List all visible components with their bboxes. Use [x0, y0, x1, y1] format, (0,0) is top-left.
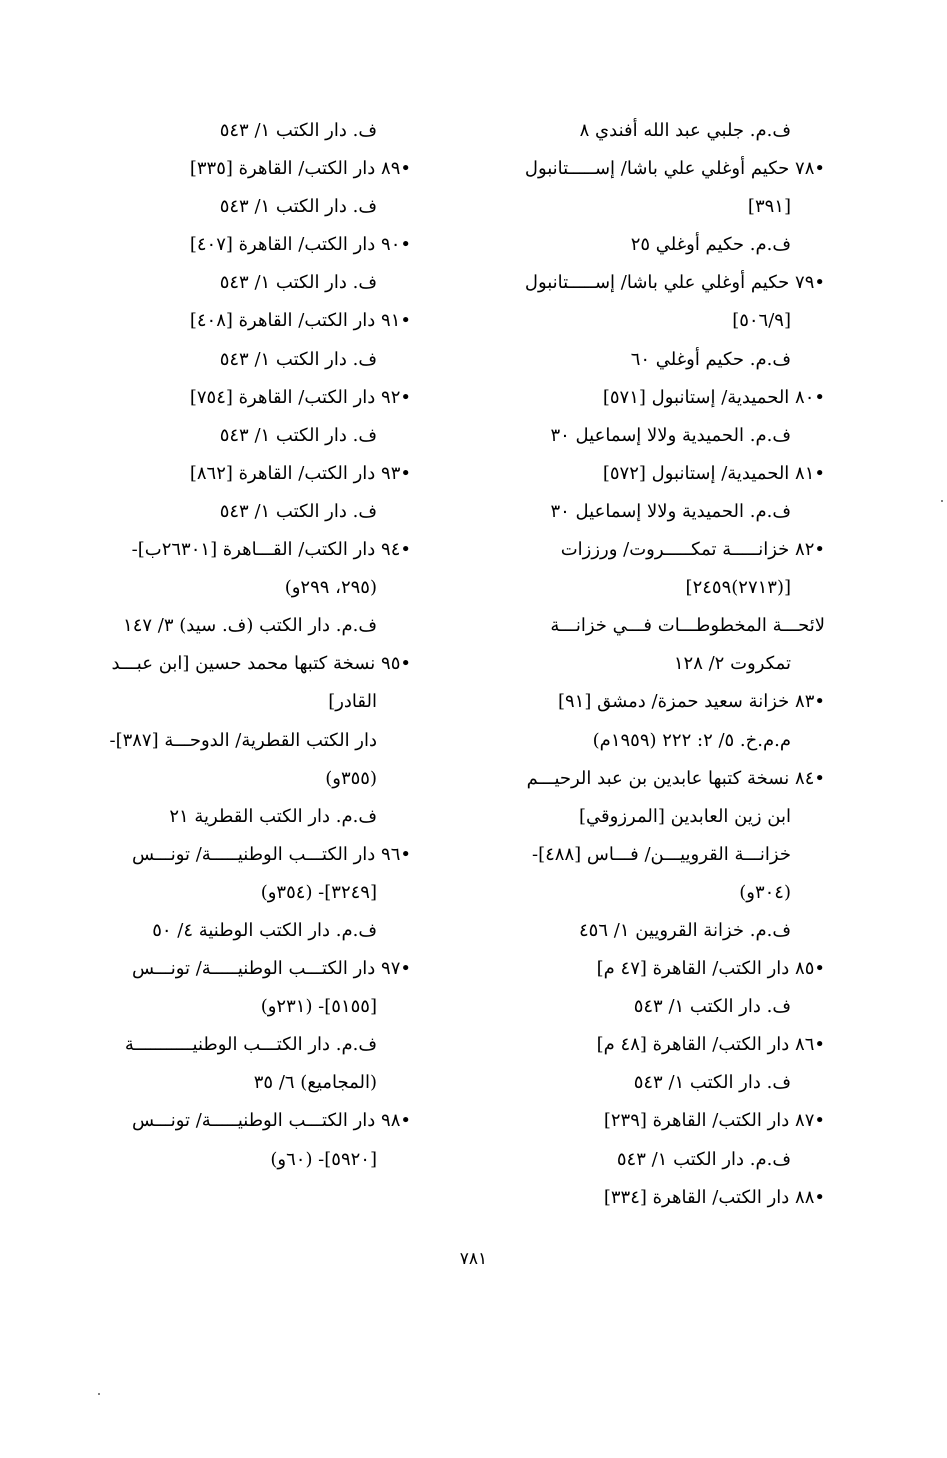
continuation-line: [٣٢٤٩]- (٣٥٤و) [260, 881, 377, 903]
reference-line: ف.م. الحميدية ولالا إسماعيل ٣٠ [550, 424, 791, 446]
reference-line: ف.م. حكيم أوغلي ٢٥ [630, 234, 791, 256]
continuation-line: (٣٠٤و) [739, 881, 791, 903]
continuation-line: [(٢٧١٣)٢٤٥٩] [685, 577, 791, 599]
entry-line: •٨٢ خزانـــــة تمكـــــروت/ ورززات [560, 539, 825, 561]
reference-line: ف.م. خزانة القرويين ١/ ٤٥٦ [579, 919, 791, 941]
entry-line: •٨٠ الحميدية/ إستانبول [٥٧١] [602, 386, 825, 408]
continuation-line: تمكروت ٢/ ١٢٨ [673, 653, 791, 675]
entry-line: •٨٤ نسخة كتبها عابدين بن عبد الرحيـــم [526, 767, 825, 789]
reference-line: ف. دار الكتب ١/ ٥٤٣ [219, 424, 377, 446]
entry-line: •٩٢ دار الكتب/ القاهرة [٧٥٤] [189, 386, 411, 408]
continuation-line: [٣٩١] [747, 196, 791, 218]
continuation-line: (٣٥٥و) [325, 767, 377, 789]
continuation-line: [٥٠٦/٩] [732, 310, 791, 332]
reference-line: ف.م. دار الكتب القطرية ٢١ [169, 805, 377, 827]
continuation-line: [٥١٥٥]- (٢٣١و) [260, 996, 377, 1018]
entry-line: •٩٥ نسخة كتبها محمد حسين [ابن عبـــد [111, 653, 411, 675]
entry-line: •٨٨ دار الكتب/ القاهرة [٣٣٤] [603, 1186, 825, 1208]
reference-line: م.م.خ. ٥/ ٢: ٢٢٢ (١٩٥٩م) [592, 729, 791, 751]
entry-line: •٨٥ دار الكتب/ القاهرة [٤٧ م] [596, 958, 825, 980]
reference-line: ف. دار الكتب ١/ ٥٤٣ [219, 272, 377, 294]
reference-line: ف.م. دار الكتب ١/ ٥٤٣ [616, 1148, 791, 1170]
entry-line: •٨٦ دار الكتب/ القاهرة [٤٨ م] [596, 1034, 825, 1056]
scan-speck [941, 500, 943, 502]
reference-line: ف. دار الكتب ١/ ٥٤٣ [219, 500, 377, 522]
reference-line: ف. دار الكتب ١/ ٥٤٣ [219, 196, 377, 218]
reference-line: ف. دار الكتب ١/ ٥٤٣ [633, 996, 791, 1018]
continuation-line: (المجاميع) ٦/ ٣٥ [253, 1072, 377, 1094]
entry-line: •٧٨ حكيم أوغلي علي باشا/ إســـــتانبول [524, 158, 825, 180]
continuation-line: خزانـــة القروييـــن/ فـــاس [٤٨٨]- [532, 843, 791, 865]
reference-line: ف.م. دار الكتب (ف. سيد) ٣/ ١٤٧ [123, 615, 377, 637]
continuation-line: [٥٩٢٠]- (٦٠و) [270, 1148, 377, 1170]
entry-line: •٩٤ دار الكتب/ القـــاهرة [٢٦٣٠١ب]- [131, 539, 411, 561]
reference-line: ف.م. حكيم أوغلي ٦٠ [630, 348, 791, 370]
reference-line: ف.م. الحميدية ولالا إسماعيل ٣٠ [550, 500, 791, 522]
continuation-line: ف.م. دار الكتـــب الوطنيـــــــــــة [124, 1034, 377, 1056]
entry-line: •٩٠ دار الكتب/ القاهرة [٤٠٧] [189, 234, 411, 256]
entry-line: •٩١ دار الكتب/ القاهرة [٤٠٨] [189, 310, 411, 332]
entry-line: •٩٣ دار الكتب/ القاهرة [٨٦٢] [189, 462, 411, 484]
continuation-line: القادر] [328, 691, 377, 713]
page-number: ٧٨١ [459, 1249, 488, 1269]
right-column [489, 112, 825, 1217]
entry-line: •٨٣ خزانة سعيد حمزة/ دمشق [٩١] [557, 691, 825, 713]
entry-line: •٩٨ دار الكتـــب الوطنيـــــة/ تونـــس [131, 1110, 411, 1132]
continuation-line: (٢٩٥، ٢٩٩و) [284, 577, 377, 599]
reference-line: ف. دار الكتب ١/ ٥٤٣ [633, 1072, 791, 1094]
reference-line: ف. دار الكتب ١/ ٥٤٣ [219, 120, 377, 141]
entry-line: •٨٩ دار الكتب/ القاهرة [٣٣٥] [189, 158, 411, 180]
reference-line: ف.م. جلبي عبد الله أفندي ٨ [579, 120, 791, 141]
entry-line: لائحـــة المخطوطـــات فـــي خزانـــة [550, 615, 825, 637]
continuation-line: ابن زين العابدين [المرزوقي] [579, 805, 791, 827]
entry-line: •٩٦ دار الكتـــب الوطنيـــــة/ تونـــس [131, 843, 411, 865]
entry-line: •٨٧ دار الكتب/ القاهرة [٢٣٩] [603, 1110, 825, 1132]
entry-line: •٨١ الحميدية/ إستانبول [٥٧٢] [602, 462, 825, 484]
reference-line: ف.م. دار الكتب الوطنية ٤/ ٥٠ [152, 919, 377, 941]
entry-line: •٩٧ دار الكتـــب الوطنيـــــة/ تونـــس [131, 958, 411, 980]
left-column [66, 112, 411, 1179]
entry-line: •٧٩ حكيم أوغلي علي باشا/ إســـــتانبول [524, 272, 825, 294]
reference-line: ف. دار الكتب ١/ ٥٤٣ [219, 348, 377, 370]
scan-speck [98, 1393, 100, 1395]
continuation-line: دار الكتب القطرية/ الدوحـــة [٣٨٧]- [109, 729, 377, 751]
